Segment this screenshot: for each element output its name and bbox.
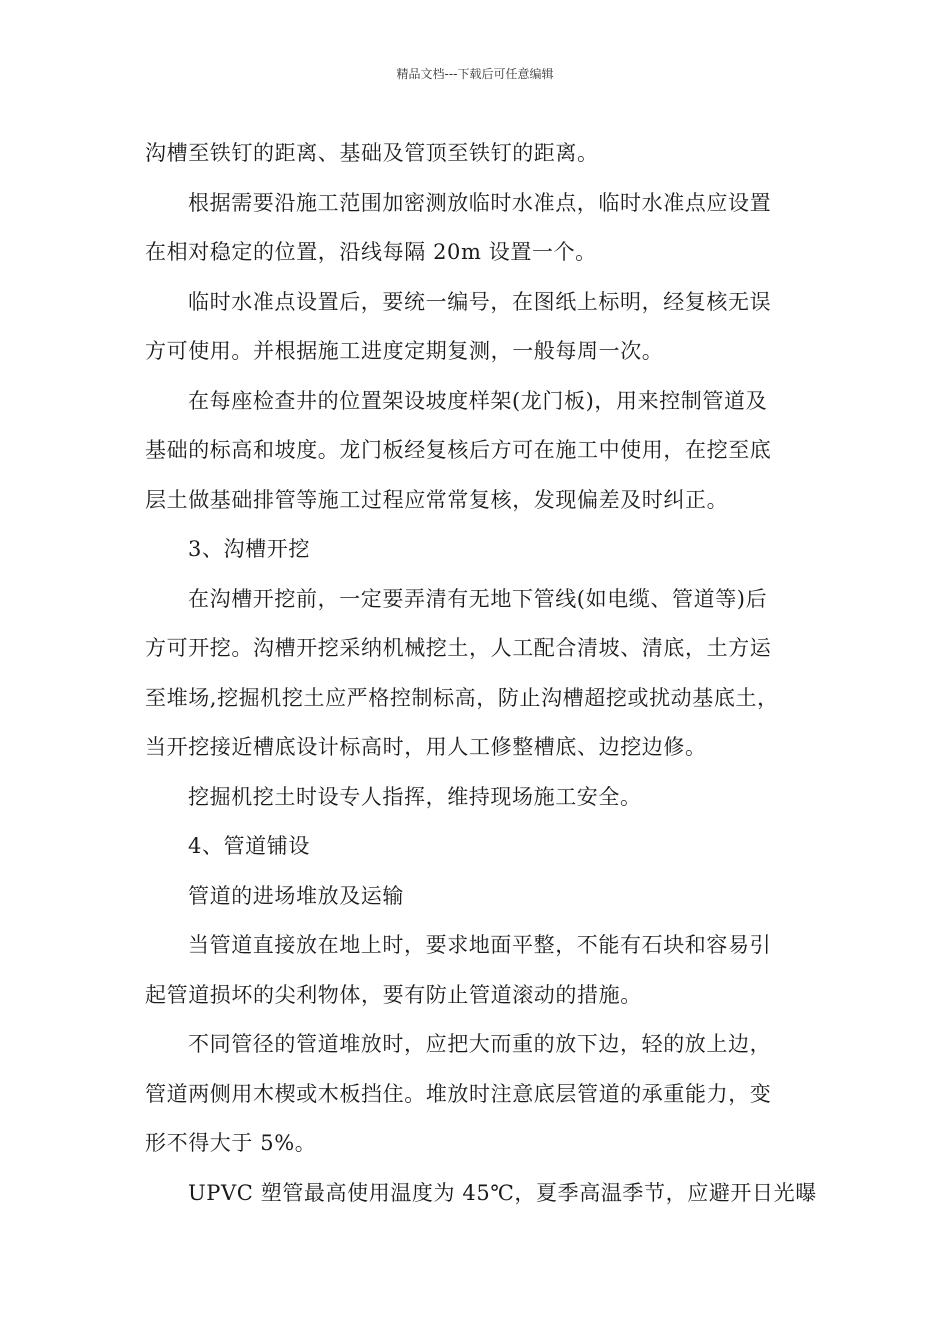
text-line: 在沟槽开挖前，一定要弄清有无地下管线(如电缆、管道等)后 (188, 586, 768, 611)
text-line: 当开挖接近槽底设计标高时，用人工修整槽底、边挖边修。 (145, 735, 707, 759)
text-line: 方可使用。并根据施工进度定期复测，一般每周一次。 (145, 339, 664, 363)
paragraph (145, 1020, 809, 1169)
text-line: 根据需要沿施工范围加密测放临时水准点，临时水准点应设置 (188, 190, 772, 215)
section-heading (145, 822, 809, 872)
text-line: 挖掘机挖土时设专人指挥，维持现场施工安全。 (188, 784, 642, 809)
document-body (145, 129, 817, 1218)
text-line: 管道两侧用木楔或木板挡住。堆放时注意底层管道的承重能力，变 (145, 1081, 772, 1106)
text-line: 管道的进场堆放及运输 (188, 883, 404, 908)
text-line: 方可开挖。沟槽开挖采纳机械挖土，人工配合清坡、清底，土方运 (145, 636, 772, 660)
text-line: 层土做基础排管等施工过程应常常复核，发现偏差及时纠正。 (145, 487, 729, 512)
text-line: 形不得大于 5%。 (145, 1131, 317, 1155)
paragraph (145, 179, 809, 278)
section-heading (145, 525, 809, 575)
text-line: 当管道直接放在地上时，要求地面平整，不能有石块和容易引 (188, 933, 772, 957)
text-line: 在相对稳定的位置，沿线每隔 20m 设置一个。 (145, 240, 597, 264)
paragraph (145, 278, 809, 377)
paragraph (145, 1169, 817, 1219)
text-line: 起管道损坏的尖利物体，要有防止管道滚动的措施。 (145, 982, 642, 1007)
text-line: 在每座检查井的位置架设坡度样架(龙门板)，用来控制管道及 (188, 388, 768, 413)
text-line: UPVC 塑管最高使用温度为 45℃，夏季高温季节，应避开日光曝 (188, 1180, 817, 1205)
text-line: 不同管径的管道堆放时，应把大而重的放下边，轻的放上边， (188, 1032, 772, 1056)
paragraph (145, 575, 809, 773)
text-line: 沟槽至铁钉的距离、基础及管顶至铁钉的距离。 (145, 141, 599, 165)
text-line: 3、沟槽开挖 (188, 537, 310, 561)
text-line: 4、管道铺设 (188, 834, 310, 858)
subsection-heading (145, 872, 809, 922)
paragraph (145, 773, 809, 823)
paragraph (145, 129, 809, 179)
paragraph (145, 377, 809, 526)
text-line: 至堆场,挖掘机挖土应严格控制标高，防止沟槽超挖或扰动基底土， (145, 685, 779, 710)
paragraph (145, 921, 809, 1020)
page-header: 精品文档---下载后可任意编辑 (396, 67, 554, 81)
text-line: 临时水准点设置后，要统一编号，在图纸上标明，经复核无误 (188, 289, 772, 314)
text-line: 基础的标高和坡度。龙门板经复核后方可在施工中使用，在挖至底 (145, 438, 772, 462)
